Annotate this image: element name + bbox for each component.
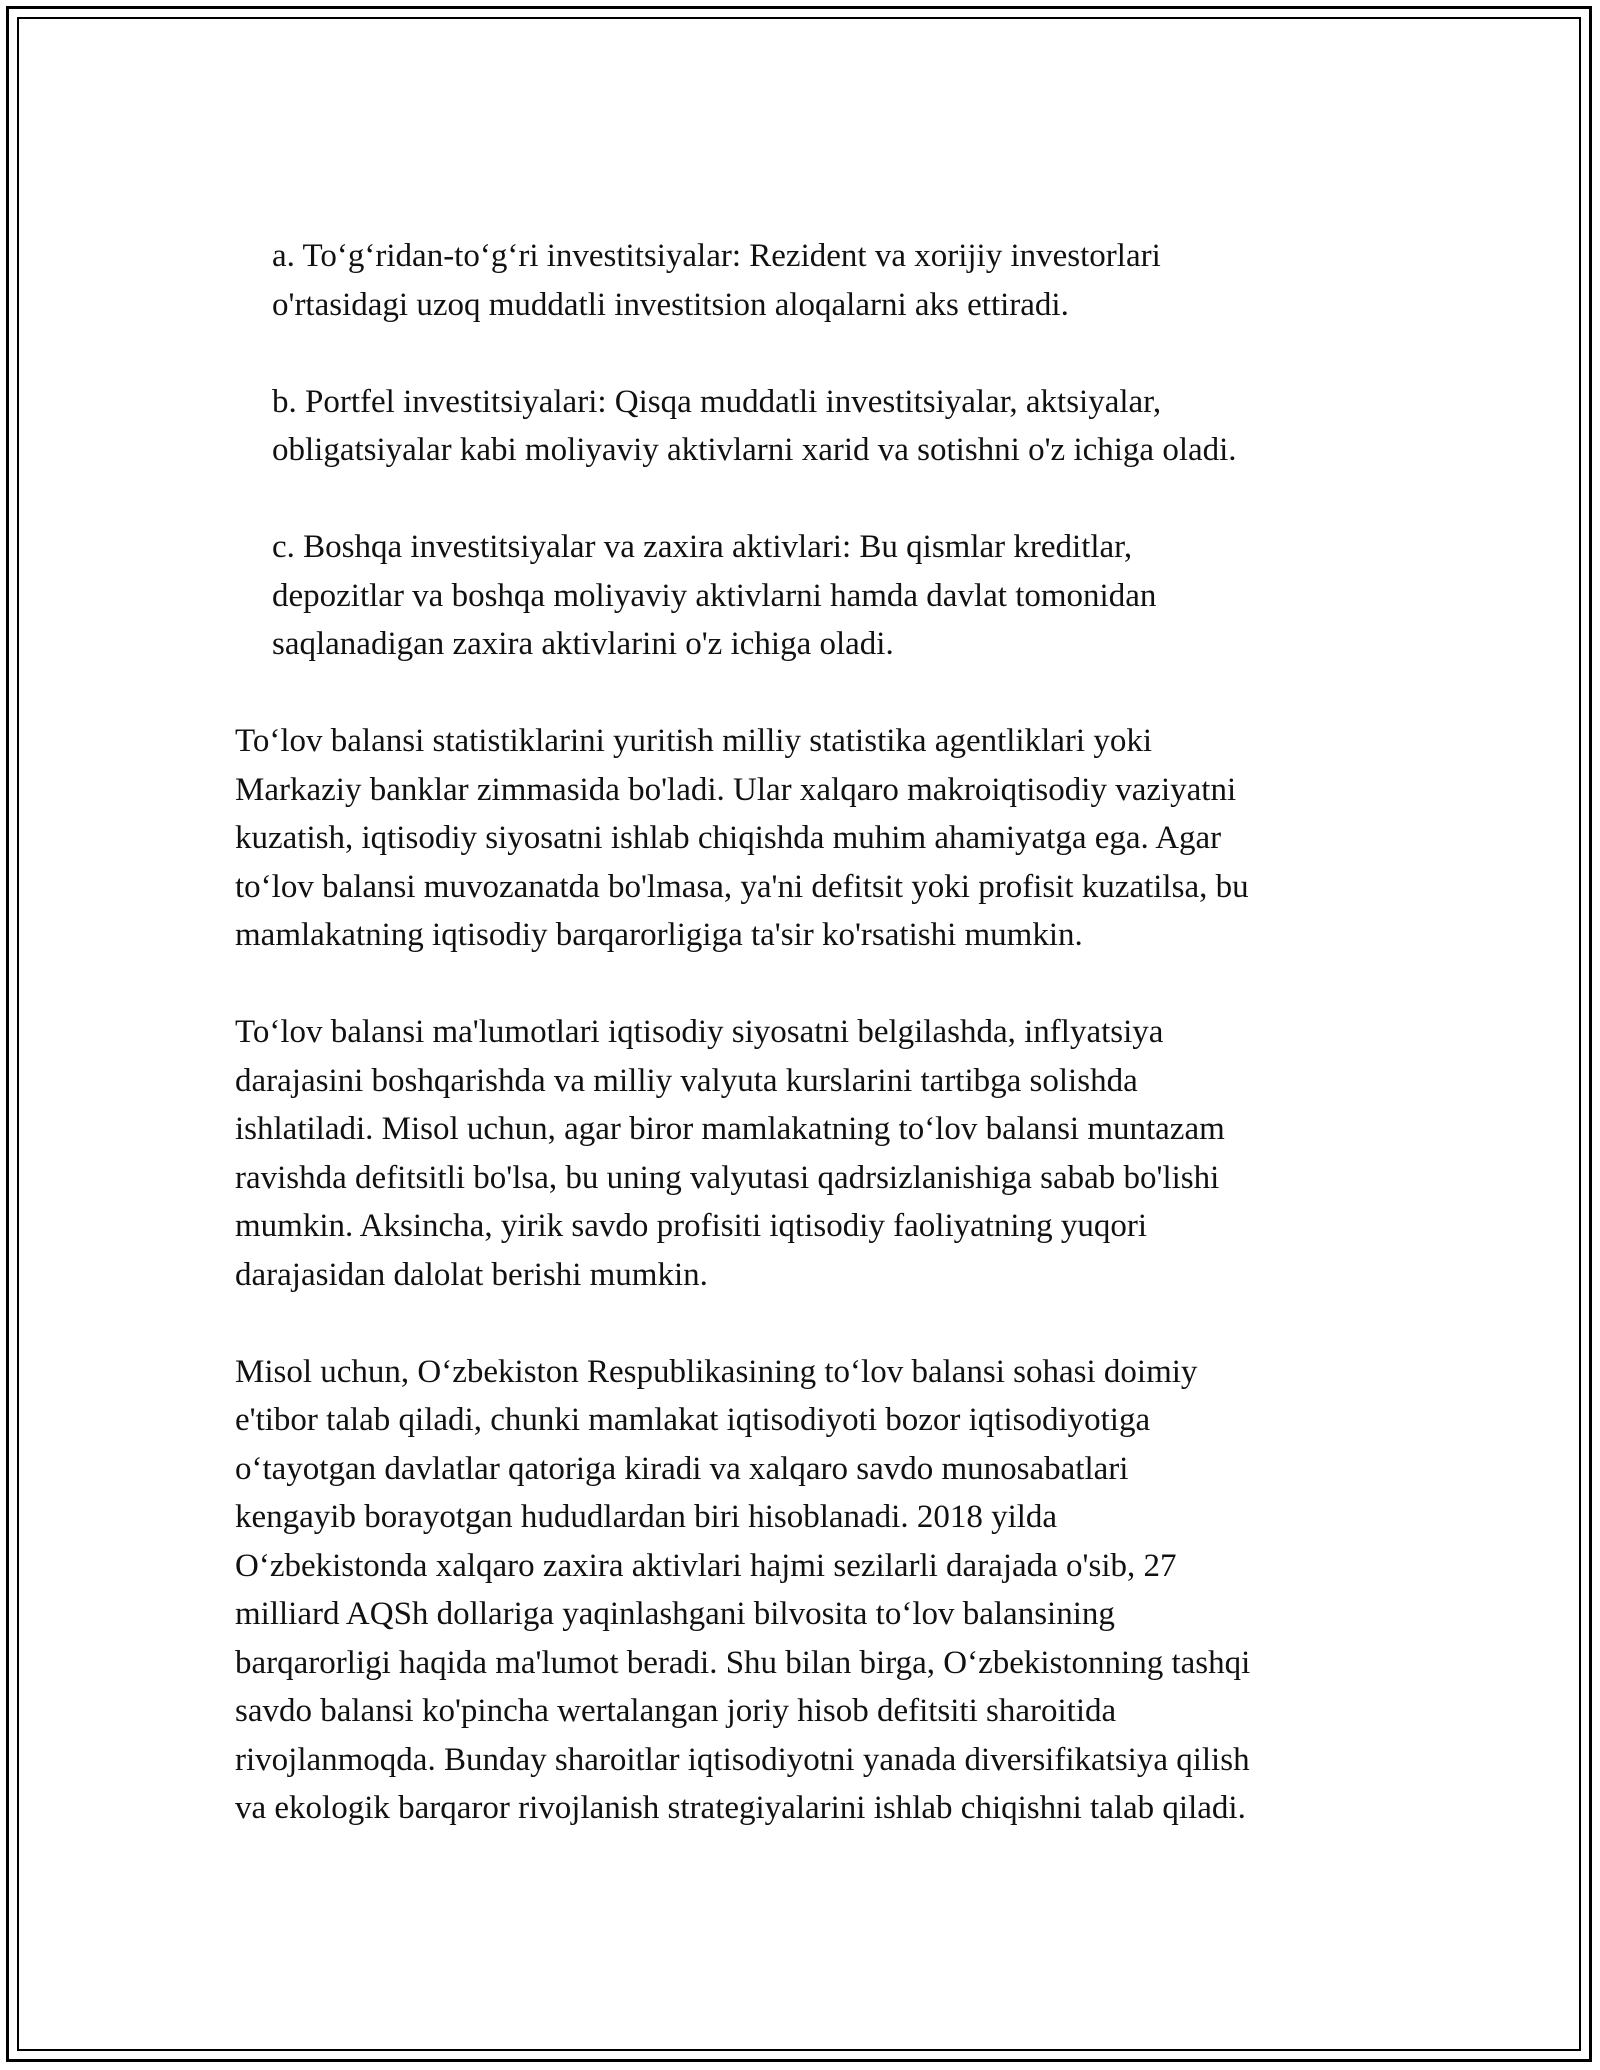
text-line: barqarorligi haqida ma'lumot beradi. Shu bilan birga, O‘zbekistonning tashqi: [235, 1644, 1251, 1681]
text-line: To‘lov balansi statistiklarini yuritish milliy statistika agentliklari yoki: [235, 723, 1152, 759]
text-line: obligatsiyalar kabi moliyaviy aktivlarni xarid va sotishni o'z ichiga oladi.: [272, 432, 1237, 468]
text-line: To‘lov balansi ma'lumotlari iqtisodiy siyosatni belgilashda, inflyatsiya: [235, 1014, 1164, 1050]
text-line: e'tibor talab qiladi, chunki mamlakat iqtisodiyoti bozor iqtisodiyotiga: [235, 1402, 1151, 1438]
text-line: to‘lov balansi muvozanatda bo'lmasa, ya'ni defitsit yoki profisit kuzatilsa, bu: [235, 868, 1249, 905]
text-line: darajasidan dalolat berishi mumkin.: [235, 1256, 708, 1293]
text-line: o'rtasidagi uzoq muddatli investitsion aloqalarni aks ettiradi.: [272, 286, 1069, 323]
list-item-other-investment: [235, 523, 1385, 669]
text-line: b. Portfel investitsiyalari: Qisqa muddatli investitsiyalar, aktsiyalar,: [272, 383, 1162, 420]
text-line: darajasini boshqarishda va milliy valyuta kurslarini tartibga solishda: [235, 1062, 1138, 1099]
text-line: ishlatiladi. Misol uchun, agar biror mamlakatning to‘lov balansi muntazam: [235, 1111, 1225, 1147]
text-line: depozitlar va boshqa moliyaviy aktivlarni hamda davlat tomonidan: [272, 577, 1157, 614]
paragraph-statistics-responsibility: [235, 717, 1385, 960]
text-line: savdo balansi ko'pincha wertalangan joriy hisob defitsiti sharoitida: [235, 1693, 1117, 1729]
text-line: Markaziy banklar zimmasida bo'ladi. Ular xalqaro makroiqtisodiy vaziyatni: [235, 771, 1237, 808]
text-line: va ekologik barqaror rivojlanish strategiyalarini ishlab chiqishni talab qiladi.: [235, 1790, 1246, 1826]
text-line: o‘tayotgan davlatlar qatoriga kiradi va xalqaro savdo munosabatlari: [235, 1450, 1129, 1487]
text-line: milliard AQSh dollariga yaqinlashgani bilvosita to‘lov balansining: [235, 1596, 1115, 1632]
text-line: c. Boshqa investitsiyalar va zaxira aktivlari: Bu qismlar kreditlar,: [272, 529, 1133, 565]
text-line: mamlakatning iqtisodiy barqarorligiga ta'sir ko'rsatishi mumkin.: [235, 917, 1083, 953]
text-line: O‘zbekistonda xalqaro zaxira aktivlari hajmi sezilarli darajada o'sib, 27: [235, 1547, 1177, 1584]
text-line: kuzatish, iqtisodiy siyosatni ishlab chiqishda muhim ahamiyatga ega. Agar: [235, 820, 1222, 856]
text-line: saqlanadigan zaxira aktivlarini o'z ichiga oladi.: [272, 626, 894, 662]
list-item-portfolio-investment: [235, 378, 1385, 475]
text-line: mumkin. Aksincha, yirik savdo profisiti iqtisodiy faoliyatning yuqori: [235, 1208, 1148, 1244]
text-line: kengayib borayotgan hududlardan biri hisoblanadi. 2018 yilda: [235, 1499, 1058, 1535]
text-line: a. To‘g‘ridan-to‘g‘ri investitsiyalar: Rezident va xorijiy investorlari: [272, 238, 1161, 274]
document-body: [235, 232, 1385, 1881]
text-line: rivojlanmoqda. Bunday sharoitlar iqtisodiyotni yanada diversifikatsiya qilish: [235, 1741, 1250, 1778]
text-line: Misol uchun, O‘zbekiston Respublikasining to‘lov balansi sohasi doimiy: [235, 1353, 1198, 1390]
list-item-direct-investment: [235, 232, 1385, 329]
text-line: ravishda defitsitli bo'lsa, bu uning valyutasi qadrsizlanishiga sabab bo'lishi: [235, 1159, 1220, 1196]
paragraph-policy-usage: [235, 1008, 1385, 1299]
paragraph-uzbekistan-example: [235, 1348, 1385, 1833]
